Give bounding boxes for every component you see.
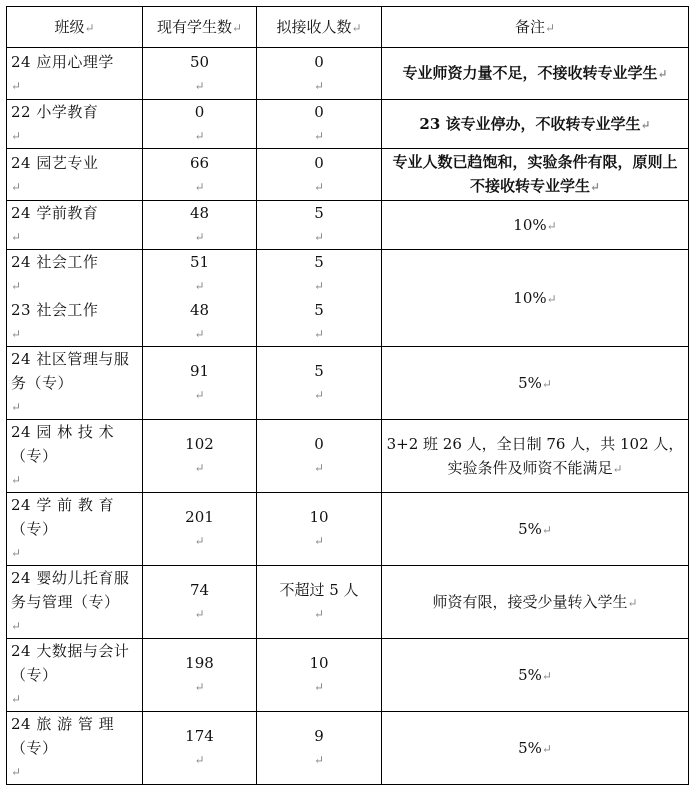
paragraph-mark-icon: ↵ [313, 388, 325, 402]
remarks-text: 5% [518, 738, 542, 757]
paragraph-mark-icon: ↵ [313, 607, 325, 621]
planned-intake-cell-text [261, 432, 377, 480]
paragraph-mark-icon: ↵ [11, 129, 22, 143]
class-name-cell-text [11, 347, 138, 419]
planned-intake-cell-value: 5 [314, 253, 324, 271]
class-name-cell-value: 24 婴幼儿托育服务与管理（专） [11, 569, 130, 611]
current-students-cell-value: 102 [185, 435, 214, 453]
remarks-text: 3+2 班 26 人，全日制 76 人，共 102 人，实验条件及师资不能满足 [386, 434, 684, 477]
paragraph-mark-icon: ↵ [612, 461, 623, 476]
header-class: 班级↵ [7, 7, 143, 48]
paragraph-mark-icon: ↵ [194, 680, 205, 694]
planned-intake-cell-text [261, 250, 377, 298]
current-students-cell-value: 174 [185, 727, 214, 745]
remarks-text: 5% [518, 519, 542, 538]
class-name-cell [7, 347, 143, 420]
planned-intake-cell-text [261, 151, 377, 199]
table-row [7, 100, 689, 149]
header-remarks: 备注↵ [382, 7, 689, 48]
planned-intake-cell-text [261, 724, 377, 772]
paragraph-mark-icon: ↵ [11, 78, 22, 93]
paragraph-mark-icon: ↵ [11, 765, 22, 779]
planned-intake-cell-text [261, 201, 377, 249]
class-name-cell-text [11, 100, 138, 148]
paragraph-mark-icon: ↵ [194, 179, 205, 194]
current-students-cell [143, 493, 257, 566]
remarks-text: 5% [518, 665, 542, 684]
remarks-cell [382, 566, 689, 639]
planned-intake-cell [257, 712, 382, 785]
planned-intake-cell [257, 420, 382, 493]
current-students-cell-text [147, 250, 252, 298]
current-students-cell [143, 639, 257, 712]
paragraph-mark-icon: ↵ [313, 279, 325, 293]
planned-intake-cell [257, 149, 382, 201]
remarks-cell [382, 48, 689, 100]
current-students-cell-value: 198 [185, 654, 214, 672]
class-name-cell-text [11, 151, 138, 199]
remarks-text: 专业师资力量不足，不接收转专业学生 [402, 64, 658, 82]
planned-intake-cell-text [261, 359, 377, 407]
class-name-cell-text [11, 420, 138, 492]
class-name-cell [7, 149, 143, 201]
table-row [7, 250, 689, 347]
current-students-cell-text [147, 100, 252, 148]
current-students-cell-text [147, 651, 252, 699]
table-row [7, 347, 689, 420]
paragraph-mark-icon: ↵ [313, 461, 325, 475]
current-students-cell [143, 149, 257, 201]
planned-intake-cell [257, 100, 382, 149]
paragraph-mark-icon: ↵ [11, 279, 22, 293]
class-name-cell-value: 24 社区管理与服务（专） [11, 350, 130, 392]
paragraph-mark-icon: ↵ [194, 753, 205, 767]
planned-intake-cell [257, 201, 382, 250]
class-name-cell-value: 24 学 前 教 育（专） [11, 496, 115, 538]
planned-intake-cell-value: 9 [314, 727, 324, 745]
paragraph-mark-icon: ↵ [546, 291, 557, 306]
current-students-cell [143, 250, 257, 347]
class-name-cell-value: 24 应用心理学 [11, 52, 114, 71]
paragraph-mark-icon: ↵ [11, 179, 22, 194]
paragraph-mark-icon: ↵ [313, 179, 325, 194]
class-name-cell-value: 24 旅 游 管 理（专） [11, 715, 115, 757]
paragraph-mark-icon: ↵ [194, 461, 205, 475]
remarks-text: 专业人数已趋饱和，实验条件有限，原则上不接收转专业学生 [392, 153, 678, 195]
planned-intake-cell [257, 639, 382, 712]
table-row [7, 493, 689, 566]
remarks-cell [382, 250, 689, 347]
table-row [7, 566, 689, 639]
paragraph-mark-icon: ↵ [11, 619, 22, 633]
class-name-cell [7, 48, 143, 100]
planned-intake-cell-text [261, 651, 377, 699]
planned-intake-cell-value: 10 [309, 508, 329, 526]
current-students-cell [143, 347, 257, 420]
class-name-cell-text [11, 250, 138, 298]
class-name-cell-text [11, 712, 138, 784]
paragraph-mark-icon: ↵ [11, 327, 22, 341]
class-name-cell-text [11, 493, 138, 565]
remarks-cell [382, 420, 689, 493]
current-students-cell-text [147, 298, 252, 346]
paragraph-mark-icon: ↵ [313, 78, 325, 93]
planned-intake-cell-text [261, 578, 377, 626]
current-students-cell-value: 48 [189, 204, 210, 222]
paragraph-mark-icon: ↵ [657, 67, 668, 81]
current-students-cell-text [147, 201, 252, 249]
current-students-cell-value: 66 [189, 153, 210, 172]
planned-intake-cell-text [261, 505, 377, 553]
paragraph-mark-icon: ↵ [194, 327, 205, 341]
class-name-cell [7, 201, 143, 250]
class-name-cell-text [11, 639, 138, 711]
paragraph-mark-icon: ↵ [194, 230, 205, 244]
current-students-cell-text [147, 50, 252, 98]
remarks-text: 师资有限，接受少量转入学生 [432, 592, 628, 611]
class-name-cell-value: 24 园艺专业 [11, 153, 99, 172]
paragraph-mark-icon: ↵ [194, 388, 205, 402]
paragraph-mark-icon: ↵ [11, 692, 22, 706]
table-row [7, 201, 689, 250]
class-name-cell-value: 24 学前教育 [11, 204, 99, 222]
paragraph-mark-icon: ↵ [194, 279, 205, 293]
planned-intake-cell-value: 5 [314, 362, 324, 380]
current-students-cell-text [147, 151, 252, 199]
paragraph-mark-icon: ↵ [541, 668, 552, 683]
class-name-cell-value: 23 社会工作 [11, 301, 99, 319]
class-name-cell-value: 24 大数据与会计（专） [11, 642, 130, 684]
paragraph-mark-icon: ↵ [627, 595, 638, 610]
paragraph-mark-icon: ↵ [11, 473, 22, 487]
remarks-cell [382, 639, 689, 712]
class-name-cell-text [11, 50, 138, 98]
remarks-text: 5% [518, 373, 542, 392]
paragraph-mark-icon: ↵ [313, 230, 325, 244]
planned-intake-cell [257, 566, 382, 639]
current-students-cell [143, 712, 257, 785]
remarks-cell [382, 149, 689, 201]
header-planned-intake: 拟接收人数↵ [257, 7, 382, 48]
current-students-cell-value: 48 [189, 301, 210, 319]
remarks-cell [382, 493, 689, 566]
planned-intake-cell-text [261, 100, 377, 148]
class-name-cell-text [11, 298, 138, 346]
planned-intake-cell [257, 347, 382, 420]
planned-intake-cell-value: 0 [314, 435, 324, 453]
current-students-cell [143, 100, 257, 149]
paragraph-mark-icon: ↵ [313, 534, 325, 548]
current-students-cell-value: 51 [189, 253, 210, 271]
paragraph-mark-icon: ↵ [640, 117, 651, 132]
paragraph-mark-icon: ↵ [313, 327, 325, 341]
remarks-text: 23 该专业停办，不收转专业学生 [419, 114, 641, 133]
paragraph-mark-icon: ↵ [11, 400, 22, 414]
current-students-cell [143, 201, 257, 250]
planned-intake-cell-value: 5 [314, 204, 324, 222]
paragraph-mark-icon: ↵ [194, 129, 205, 143]
current-students-cell-value: 0 [194, 103, 205, 121]
table-row [7, 712, 689, 785]
class-name-cell [7, 639, 143, 712]
paragraph-mark-icon: ↵ [11, 546, 22, 560]
planned-intake-cell-value: 0 [314, 153, 324, 172]
planned-intake-cell-text [261, 50, 377, 98]
current-students-cell-text [147, 578, 252, 626]
class-name-cell [7, 493, 143, 566]
current-students-cell [143, 420, 257, 493]
transfer-quota-table [6, 6, 689, 785]
current-students-cell-text [147, 505, 252, 553]
remarks-text: 10% [513, 288, 547, 307]
current-students-cell-text [147, 359, 252, 407]
header-current-students: 现有学生数↵ [143, 7, 257, 48]
paragraph-mark-icon: ↵ [313, 753, 325, 767]
class-name-cell-text [11, 201, 138, 249]
current-students-cell-value: 74 [189, 581, 210, 599]
current-students-cell [143, 48, 257, 100]
planned-intake-cell [257, 493, 382, 566]
class-name-cell [7, 712, 143, 785]
class-name-cell [7, 566, 143, 639]
current-students-cell-value: 91 [189, 362, 210, 380]
class-name-cell [7, 420, 143, 493]
class-name-cell [7, 250, 143, 347]
table-row [7, 420, 689, 493]
paragraph-mark-icon: ↵ [541, 376, 552, 391]
current-students-cell-text [147, 432, 252, 480]
paragraph-mark-icon: ↵ [589, 180, 601, 194]
paragraph-mark-icon: ↵ [313, 129, 325, 143]
table-row [7, 48, 689, 100]
current-students-cell-value: 50 [189, 52, 210, 71]
paragraph-mark-icon: ↵ [541, 522, 552, 537]
paragraph-mark-icon: ↵ [194, 78, 205, 93]
class-name-cell-value: 24 社会工作 [11, 253, 99, 271]
class-name-cell-value: 22 小学教育 [11, 103, 99, 121]
remarks-cell [382, 712, 689, 785]
current-students-cell-text [147, 724, 252, 772]
table-header-row [7, 7, 689, 48]
paragraph-mark-icon: ↵ [194, 534, 205, 548]
remarks-text: 10% [513, 215, 547, 234]
paragraph-mark-icon: ↵ [194, 607, 205, 621]
current-students-cell-value: 201 [185, 508, 214, 526]
table-row [7, 149, 689, 201]
class-name-cell-value: 24 园 林 技 术（专） [11, 423, 115, 465]
remarks-cell [382, 201, 689, 250]
planned-intake-cell [257, 48, 382, 100]
planned-intake-cell-value: 10 [309, 654, 329, 672]
paragraph-mark-icon: ↵ [313, 680, 325, 694]
class-name-cell [7, 100, 143, 149]
table-row [7, 639, 689, 712]
planned-intake-cell-value: 0 [314, 103, 324, 121]
paragraph-mark-icon: ↵ [11, 230, 22, 244]
planned-intake-cell-value: 不超过 5 人 [279, 581, 359, 599]
planned-intake-cell-value: 5 [314, 301, 324, 319]
planned-intake-cell-text [261, 298, 377, 346]
current-students-cell [143, 566, 257, 639]
remarks-cell [382, 100, 689, 149]
remarks-cell [382, 347, 689, 420]
paragraph-mark-icon: ↵ [546, 218, 557, 233]
planned-intake-cell [257, 250, 382, 347]
paragraph-mark-icon: ↵ [541, 741, 552, 756]
planned-intake-cell-value: 0 [314, 52, 324, 71]
class-name-cell-text [11, 566, 138, 638]
